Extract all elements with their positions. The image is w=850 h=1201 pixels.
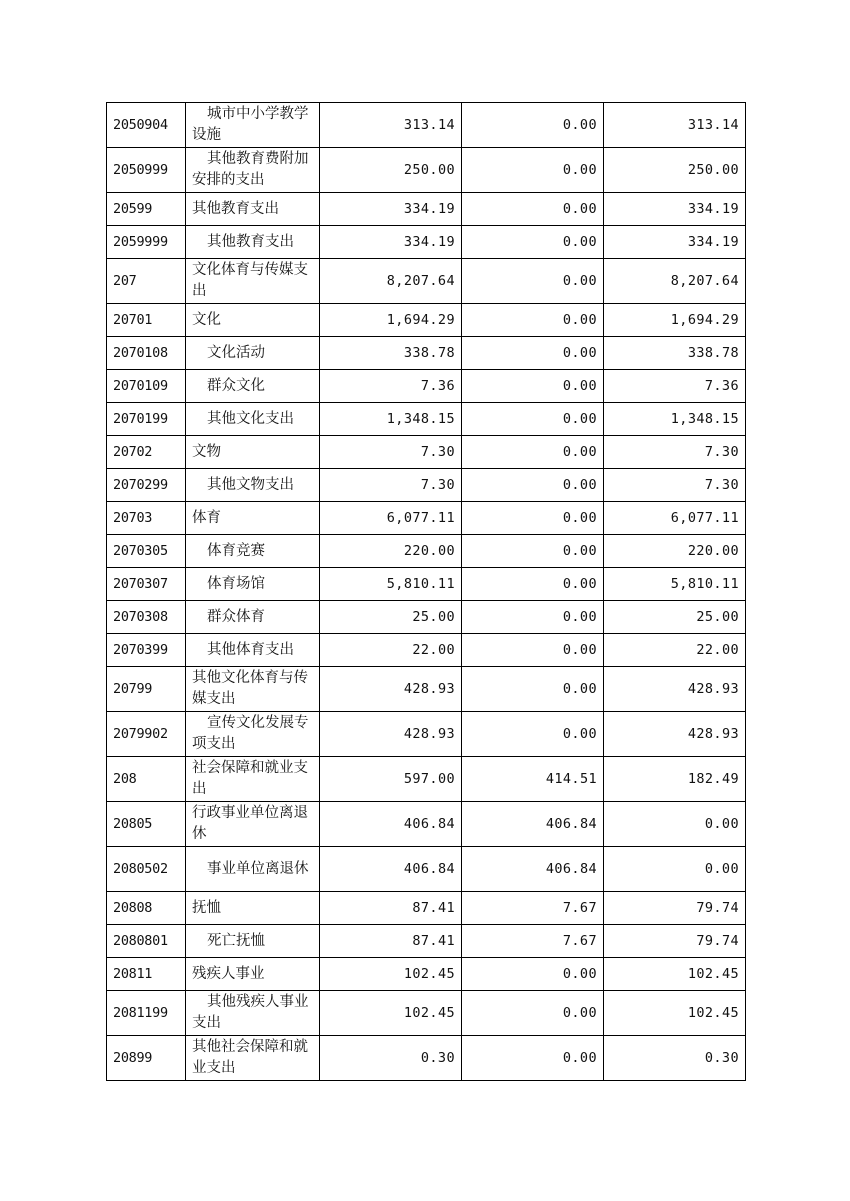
subject-name-text: 体育 xyxy=(192,509,221,526)
total-amount-cell: 7.36 xyxy=(320,370,462,403)
subject-name-cell xyxy=(186,148,320,193)
project-expenditure-cell: 428.93 xyxy=(604,712,746,757)
table-row xyxy=(107,1036,746,1081)
subject-name-cell xyxy=(186,757,320,802)
project-expenditure-cell: 22.00 xyxy=(604,634,746,667)
total-amount-cell: 22.00 xyxy=(320,634,462,667)
subject-name-text: 其他残疾人事业支出 xyxy=(192,994,309,1031)
total-amount-cell: 428.93 xyxy=(320,712,462,757)
subject-name-text: 其他体育支出 xyxy=(207,641,294,658)
subject-name-text: 城市中小学教学设施 xyxy=(192,106,309,143)
subject-name-text: 体育场馆 xyxy=(207,575,265,592)
total-amount-cell: 406.84 xyxy=(320,802,462,847)
subject-code-cell: 2050904 xyxy=(107,103,186,148)
total-amount-cell: 5,810.11 xyxy=(320,568,462,601)
subject-code-cell: 20808 xyxy=(107,892,186,925)
project-expenditure-cell: 0.00 xyxy=(604,847,746,892)
table-row xyxy=(107,259,746,304)
subject-name-cell xyxy=(186,568,320,601)
project-expenditure-cell: 79.74 xyxy=(604,892,746,925)
project-expenditure-cell: 102.45 xyxy=(604,991,746,1036)
project-expenditure-cell: 334.19 xyxy=(604,226,746,259)
subject-name-cell xyxy=(186,925,320,958)
subject-name-text: 其他文化体育与传媒支出 xyxy=(192,670,308,707)
project-expenditure-cell: 102.45 xyxy=(604,958,746,991)
total-amount-cell: 1,348.15 xyxy=(320,403,462,436)
total-amount-cell: 102.45 xyxy=(320,991,462,1036)
table-row xyxy=(107,958,746,991)
total-amount-cell: 597.00 xyxy=(320,757,462,802)
table-row xyxy=(107,535,746,568)
project-expenditure-cell: 338.78 xyxy=(604,337,746,370)
total-amount-cell: 7.30 xyxy=(320,436,462,469)
table-row xyxy=(107,712,746,757)
subject-code-cell: 20703 xyxy=(107,502,186,535)
basic-expenditure-cell: 0.00 xyxy=(462,568,604,601)
basic-expenditure-cell: 0.00 xyxy=(462,1036,604,1081)
subject-name-cell xyxy=(186,103,320,148)
total-amount-cell: 87.41 xyxy=(320,925,462,958)
subject-name-cell xyxy=(186,535,320,568)
subject-code-cell: 20599 xyxy=(107,193,186,226)
basic-expenditure-cell: 7.67 xyxy=(462,925,604,958)
subject-name-text: 文化 xyxy=(192,311,221,328)
basic-expenditure-cell: 0.00 xyxy=(462,991,604,1036)
table-row xyxy=(107,370,746,403)
table-row xyxy=(107,103,746,148)
budget-table xyxy=(106,102,746,1081)
total-amount-cell: 7.30 xyxy=(320,469,462,502)
subject-name-text: 社会保障和就业支出 xyxy=(192,760,308,797)
table-row xyxy=(107,892,746,925)
subject-name-cell xyxy=(186,304,320,337)
basic-expenditure-cell: 0.00 xyxy=(462,259,604,304)
total-amount-cell: 87.41 xyxy=(320,892,462,925)
subject-code-cell: 20811 xyxy=(107,958,186,991)
table-row xyxy=(107,667,746,712)
subject-name-cell xyxy=(186,802,320,847)
subject-name-cell xyxy=(186,436,320,469)
total-amount-cell: 220.00 xyxy=(320,535,462,568)
subject-code-cell: 2070199 xyxy=(107,403,186,436)
subject-code-cell: 2070308 xyxy=(107,601,186,634)
table-row xyxy=(107,601,746,634)
project-expenditure-cell: 6,077.11 xyxy=(604,502,746,535)
subject-name-text: 文化活动 xyxy=(207,344,265,361)
subject-code-cell: 20702 xyxy=(107,436,186,469)
project-expenditure-cell: 5,810.11 xyxy=(604,568,746,601)
basic-expenditure-cell: 0.00 xyxy=(462,403,604,436)
subject-name-text: 其他文化支出 xyxy=(207,410,294,427)
subject-code-cell: 20805 xyxy=(107,802,186,847)
basic-expenditure-cell: 0.00 xyxy=(462,469,604,502)
total-amount-cell: 25.00 xyxy=(320,601,462,634)
total-amount-cell: 8,207.64 xyxy=(320,259,462,304)
subject-name-text: 其他社会保障和就业支出 xyxy=(192,1039,308,1076)
total-amount-cell: 102.45 xyxy=(320,958,462,991)
project-expenditure-cell: 428.93 xyxy=(604,667,746,712)
subject-name-cell xyxy=(186,634,320,667)
basic-expenditure-cell: 0.00 xyxy=(462,304,604,337)
total-amount-cell: 6,077.11 xyxy=(320,502,462,535)
project-expenditure-cell: 0.30 xyxy=(604,1036,746,1081)
total-amount-cell: 338.78 xyxy=(320,337,462,370)
subject-name-cell xyxy=(186,667,320,712)
project-expenditure-cell: 8,207.64 xyxy=(604,259,746,304)
basic-expenditure-cell: 7.67 xyxy=(462,892,604,925)
project-expenditure-cell: 250.00 xyxy=(604,148,746,193)
total-amount-cell: 313.14 xyxy=(320,103,462,148)
subject-name-text: 行政事业单位离退休 xyxy=(192,805,308,842)
subject-code-cell: 20799 xyxy=(107,667,186,712)
basic-expenditure-cell: 0.00 xyxy=(462,436,604,469)
subject-code-cell: 2070108 xyxy=(107,337,186,370)
basic-expenditure-cell: 0.00 xyxy=(462,634,604,667)
project-expenditure-cell: 1,694.29 xyxy=(604,304,746,337)
total-amount-cell: 428.93 xyxy=(320,667,462,712)
subject-name-text: 事业单位离退休 xyxy=(207,860,309,877)
basic-expenditure-cell: 0.00 xyxy=(462,226,604,259)
subject-name-text: 群众文化 xyxy=(207,377,265,394)
subject-code-cell: 20899 xyxy=(107,1036,186,1081)
project-expenditure-cell: 25.00 xyxy=(604,601,746,634)
subject-name-cell xyxy=(186,601,320,634)
project-expenditure-cell: 220.00 xyxy=(604,535,746,568)
table-row xyxy=(107,436,746,469)
subject-name-text: 宣传文化发展专项支出 xyxy=(192,715,309,752)
basic-expenditure-cell: 406.84 xyxy=(462,802,604,847)
basic-expenditure-cell: 0.00 xyxy=(462,193,604,226)
project-expenditure-cell: 313.14 xyxy=(604,103,746,148)
subject-code-cell: 2070109 xyxy=(107,370,186,403)
project-expenditure-cell: 0.00 xyxy=(604,802,746,847)
subject-name-cell xyxy=(186,847,320,892)
project-expenditure-cell: 182.49 xyxy=(604,757,746,802)
total-amount-cell: 0.30 xyxy=(320,1036,462,1081)
table-row xyxy=(107,304,746,337)
basic-expenditure-cell: 0.00 xyxy=(462,370,604,403)
total-amount-cell: 334.19 xyxy=(320,193,462,226)
subject-code-cell: 2070307 xyxy=(107,568,186,601)
subject-name-text: 体育竞赛 xyxy=(207,542,265,559)
basic-expenditure-cell: 0.00 xyxy=(462,712,604,757)
subject-name-cell xyxy=(186,712,320,757)
subject-name-text: 其他教育支出 xyxy=(192,200,279,217)
subject-code-cell: 2070299 xyxy=(107,469,186,502)
subject-name-cell xyxy=(186,403,320,436)
subject-code-cell: 2070399 xyxy=(107,634,186,667)
subject-name-cell xyxy=(186,193,320,226)
subject-name-cell xyxy=(186,502,320,535)
basic-expenditure-cell: 0.00 xyxy=(462,337,604,370)
basic-expenditure-cell: 0.00 xyxy=(462,103,604,148)
subject-name-text: 文化体育与传媒支出 xyxy=(192,262,308,299)
table-row xyxy=(107,568,746,601)
table-row xyxy=(107,337,746,370)
subject-code-cell: 208 xyxy=(107,757,186,802)
subject-name-text: 残疾人事业 xyxy=(192,965,265,982)
subject-code-cell: 2080801 xyxy=(107,925,186,958)
basic-expenditure-cell: 0.00 xyxy=(462,667,604,712)
table-row xyxy=(107,991,746,1036)
project-expenditure-cell: 7.36 xyxy=(604,370,746,403)
table-row xyxy=(107,925,746,958)
subject-name-cell xyxy=(186,1036,320,1081)
table-row xyxy=(107,403,746,436)
subject-name-text: 其他教育费附加安排的支出 xyxy=(192,151,309,188)
subject-code-cell: 2080502 xyxy=(107,847,186,892)
subject-name-text: 其他文物支出 xyxy=(207,476,294,493)
project-expenditure-cell: 7.30 xyxy=(604,436,746,469)
subject-name-text: 其他教育支出 xyxy=(207,233,294,250)
total-amount-cell: 334.19 xyxy=(320,226,462,259)
subject-name-cell xyxy=(186,469,320,502)
table-row xyxy=(107,634,746,667)
subject-name-cell xyxy=(186,958,320,991)
subject-code-cell: 2070305 xyxy=(107,535,186,568)
subject-name-cell xyxy=(186,337,320,370)
table-row xyxy=(107,502,746,535)
project-expenditure-cell: 79.74 xyxy=(604,925,746,958)
subject-name-cell xyxy=(186,991,320,1036)
table-row xyxy=(107,802,746,847)
subject-name-text: 死亡抚恤 xyxy=(207,932,265,949)
subject-name-cell xyxy=(186,226,320,259)
subject-code-cell: 20701 xyxy=(107,304,186,337)
subject-name-text: 抚恤 xyxy=(192,899,221,916)
project-expenditure-cell: 7.30 xyxy=(604,469,746,502)
subject-name-cell xyxy=(186,370,320,403)
subject-code-cell: 2059999 xyxy=(107,226,186,259)
subject-code-cell: 2081199 xyxy=(107,991,186,1036)
basic-expenditure-cell: 0.00 xyxy=(462,502,604,535)
basic-expenditure-cell: 0.00 xyxy=(462,958,604,991)
subject-code-cell: 2079902 xyxy=(107,712,186,757)
subject-name-cell xyxy=(186,892,320,925)
subject-code-cell: 207 xyxy=(107,259,186,304)
table-row xyxy=(107,148,746,193)
total-amount-cell: 1,694.29 xyxy=(320,304,462,337)
table-row xyxy=(107,226,746,259)
subject-code-cell: 2050999 xyxy=(107,148,186,193)
subject-name-text: 文物 xyxy=(192,443,221,460)
table-row xyxy=(107,469,746,502)
table-body xyxy=(107,103,746,1081)
subject-name-text: 群众体育 xyxy=(207,608,265,625)
table-row xyxy=(107,757,746,802)
table-row xyxy=(107,193,746,226)
total-amount-cell: 406.84 xyxy=(320,847,462,892)
basic-expenditure-cell: 406.84 xyxy=(462,847,604,892)
basic-expenditure-cell: 0.00 xyxy=(462,535,604,568)
basic-expenditure-cell: 0.00 xyxy=(462,601,604,634)
total-amount-cell: 250.00 xyxy=(320,148,462,193)
project-expenditure-cell: 334.19 xyxy=(604,193,746,226)
basic-expenditure-cell: 0.00 xyxy=(462,148,604,193)
subject-name-cell xyxy=(186,259,320,304)
table-row xyxy=(107,847,746,892)
basic-expenditure-cell: 414.51 xyxy=(462,757,604,802)
project-expenditure-cell: 1,348.15 xyxy=(604,403,746,436)
